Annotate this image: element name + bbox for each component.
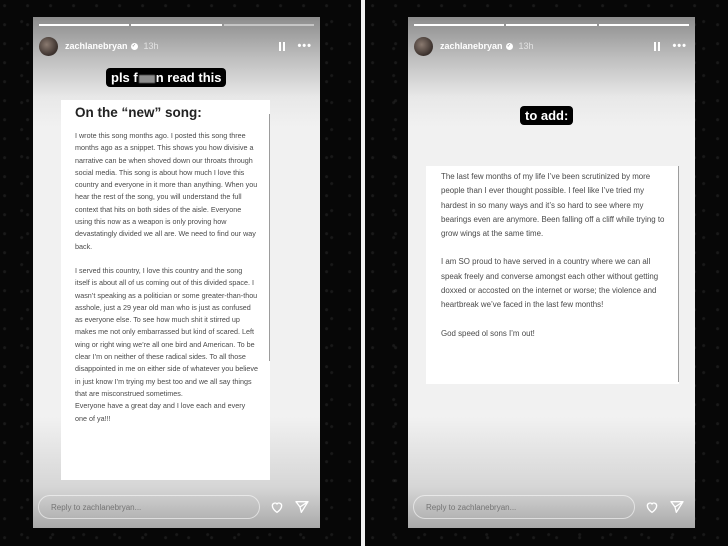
image-divider bbox=[361, 0, 365, 546]
story-panel-1 bbox=[33, 17, 320, 528]
story-header bbox=[39, 35, 312, 57]
verified-badge-icon: ✓ bbox=[506, 43, 512, 49]
note-paragraph: I wrote this song months ago. I posted this song three months ago as a snippet. This shows you how divisive a narrative can be when shoved down our throats through social media. This song is about how much I love this country and everyone in it more than anything. When you hear the rest of the song, you will understand the full context that hits on both sides of the aisle. Everyone using this now as a weapon is only proving how devastatingly divided we all are. We need to find our way back. bbox=[75, 131, 258, 251]
notes-screenshot bbox=[61, 100, 270, 480]
progress-segment bbox=[599, 24, 689, 26]
reply-input[interactable] bbox=[413, 495, 635, 519]
scrollbar bbox=[678, 166, 679, 382]
story-footer bbox=[38, 494, 310, 520]
heart-icon[interactable] bbox=[269, 499, 285, 515]
story-progress-bar bbox=[39, 24, 314, 26]
progress-segment bbox=[414, 24, 504, 26]
send-icon[interactable] bbox=[294, 499, 310, 515]
story-progress-bar bbox=[414, 24, 689, 26]
more-options-icon[interactable]: ••• bbox=[297, 39, 312, 52]
notes-screenshot bbox=[426, 166, 679, 384]
note-paragraph: I served this country, I love this country and the song itself is about all of us coming out of this divided space. I wasn’t speaking as a politician or some greater-than-thou asshole, just a 29 year old man who is just as confused as everyone else. To see how much shit it stirred up makes me not only embarrassed but kind of scared. Left wing or right wing we’re all one bird and American. To be clear I’m on neither of these radical sides. To all those disappointed in me on either side of whatever you believe in just know I’m trying my best too and we all say things that are misconstrued sometimes. bbox=[75, 265, 258, 398]
heart-icon[interactable] bbox=[644, 499, 660, 515]
username[interactable]: zachlanebryan bbox=[65, 41, 128, 51]
censored-block bbox=[139, 75, 155, 83]
progress-segment bbox=[39, 24, 129, 26]
progress-segment bbox=[506, 24, 596, 26]
note-paragraph: God speed ol sons I’m out! bbox=[441, 328, 535, 338]
note-paragraph: The last few months of my life I’ve been scrutinized by more people than I ever thought possible. I feel like I’ve tried my hardest in so many ways and it’s so hard to see where my bearings even are anymore. Been falling off a cliff while trying to grow wings at the same time. bbox=[441, 172, 665, 239]
post-time: 13h bbox=[518, 41, 534, 51]
post-time: 13h bbox=[143, 41, 159, 51]
story-footer bbox=[413, 494, 685, 520]
pause-icon[interactable] bbox=[279, 42, 285, 51]
pause-icon[interactable] bbox=[654, 42, 660, 51]
overlay-caption-prefix: pls f bbox=[111, 70, 138, 85]
story-panel-2 bbox=[408, 17, 695, 528]
overlay-caption bbox=[106, 68, 226, 87]
send-icon[interactable] bbox=[669, 499, 685, 515]
progress-segment bbox=[131, 24, 221, 26]
more-options-icon[interactable]: ••• bbox=[672, 39, 687, 52]
progress-segment bbox=[224, 24, 314, 26]
note-heading: On the “new” song: bbox=[75, 105, 202, 120]
avatar[interactable] bbox=[414, 37, 433, 56]
overlay-caption: to add: bbox=[520, 106, 573, 125]
reply-input[interactable] bbox=[38, 495, 260, 519]
avatar[interactable] bbox=[39, 37, 58, 56]
scrollbar bbox=[269, 114, 270, 361]
story-header bbox=[414, 35, 687, 57]
note-paragraph: Everyone have a great day and I love each and every one of ya!!! bbox=[75, 401, 246, 423]
overlay-caption-suffix: n read this bbox=[155, 70, 222, 85]
note-paragraph: I am SO proud to have served in a country where we can all speak freely and converse amongst each other without getting doxxed or accosted on the internet or worse; the violence and heartbreak we’ve faced in the last few months! bbox=[441, 257, 659, 310]
verified-badge-icon: ✓ bbox=[131, 43, 137, 49]
username[interactable]: zachlanebryan bbox=[440, 41, 503, 51]
